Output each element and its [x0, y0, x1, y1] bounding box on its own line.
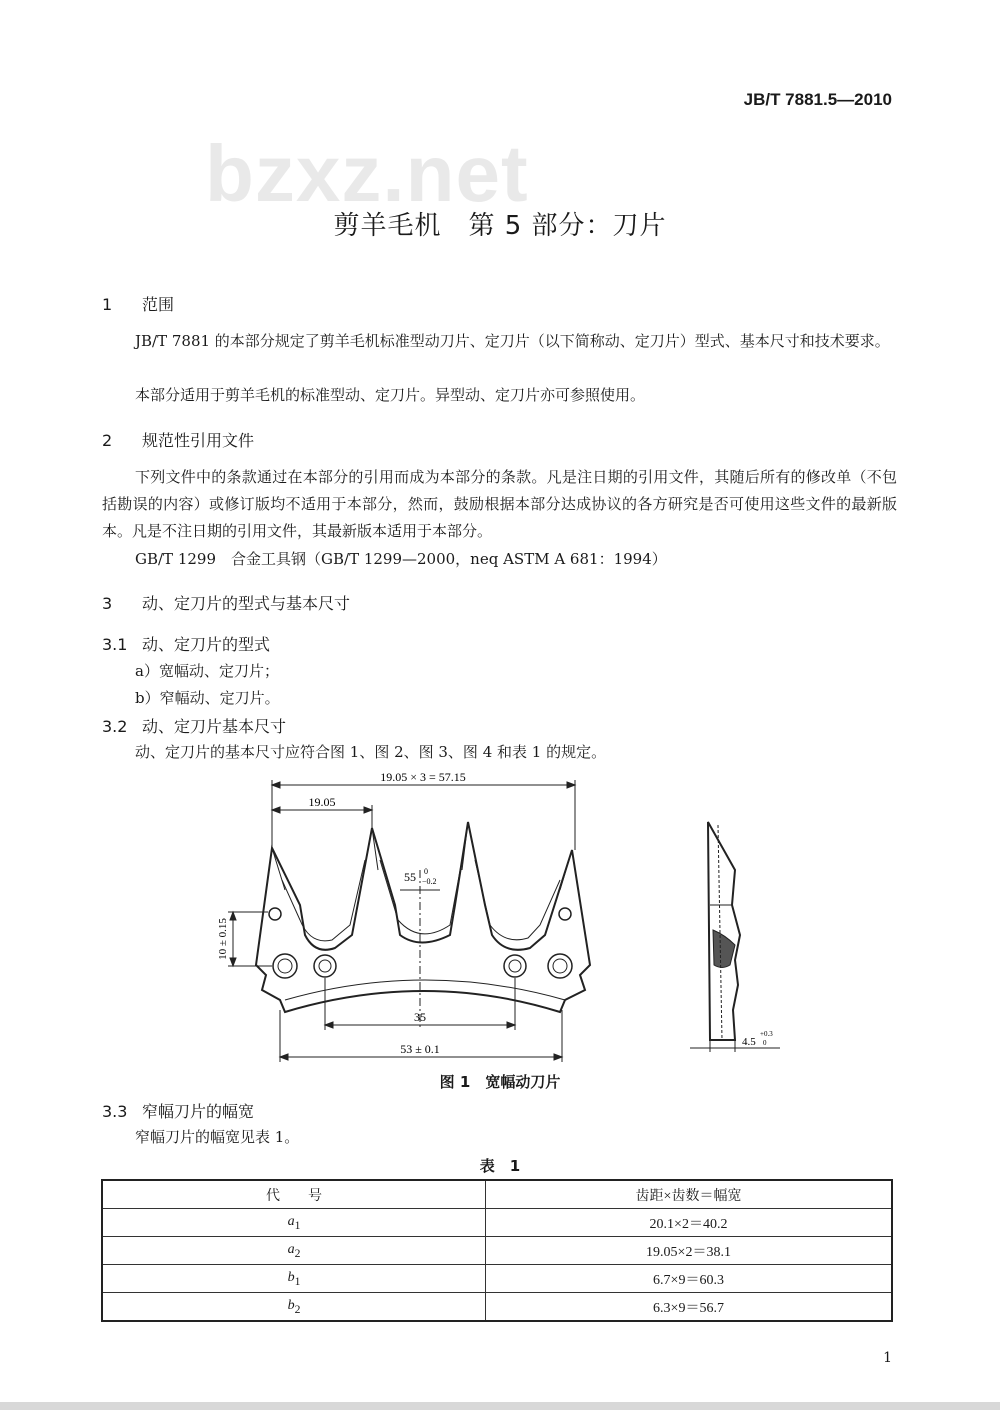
rivet-hole-inner — [553, 959, 567, 973]
rivet-hole-inner — [278, 959, 292, 973]
dimension-tolerance-55-upper: 0 — [424, 867, 428, 876]
code-letter: a — [287, 1213, 295, 1229]
table-cell-code — [102, 1265, 486, 1293]
watermark: bzxz.net — [205, 129, 529, 218]
section-title: 范围 — [142, 295, 175, 314]
dimension-label-10: 10 ± 0.15 — [217, 918, 229, 960]
section-number: 1 — [102, 295, 113, 314]
section-3-2-paragraph: 动、定刀片的基本尺寸应符合图 1、图 2、图 3、图 4 和表 1 的规定。 — [135, 743, 607, 761]
code-letter: b — [287, 1297, 295, 1313]
code-subscript: 1 — [294, 1274, 301, 1288]
table-cell-code — [102, 1237, 486, 1265]
page-bottom-edge — [0, 1402, 1000, 1410]
table-cell-value: 19.05×2＝38.1 — [486, 1237, 893, 1265]
normative-reference: GB/T 1299 合金工具钢（GB/T 1299—2000，neq ASTM A 681：1994） — [135, 550, 667, 568]
table-header-code: 代 号 — [102, 1180, 486, 1209]
section-title: 窄幅刀片的幅宽 — [142, 1102, 255, 1121]
tooth-bevel — [560, 850, 572, 890]
section-number: 3 — [102, 594, 113, 613]
dimension-label-53: 53 ± 0.1 — [400, 1042, 440, 1056]
dimension-label-total: 19.05 × 3 = 57.15 — [380, 770, 466, 784]
rivet-hole — [273, 954, 297, 978]
section-title: 规范性引用文件 — [142, 431, 255, 450]
section-number: 3.1 — [102, 635, 128, 654]
section-1-paragraph-1: JB/T 7881 的本部分规定了剪羊毛机标准型动刀片、定刀片（以下简称动、定刀片）型式、基本尺寸和技术要求。 — [135, 332, 890, 350]
blade-outline — [256, 822, 590, 1012]
section-2-paragraph: 下列文件中的条款通过在本部分的引用而成为本部分的条款。凡是注日期的引用文件，其随后所有的修改单（不包括勘误的内容）或修订版均不适用于本部分，然而，鼓励根据本部分达成协议的各方研究是否可使用这些文件的最新版本。凡是不注日期的引用文件，其最新版本适用于本部分。 — [102, 468, 897, 540]
table-row — [102, 1265, 892, 1293]
table-header-row — [102, 1180, 892, 1209]
page-number: 1 — [883, 1350, 892, 1366]
document-title: 剪羊毛机 第 5 部分：刀片 — [333, 211, 667, 241]
section-number: 3.3 — [102, 1102, 128, 1121]
table-row — [102, 1293, 892, 1322]
small-hole — [269, 908, 281, 920]
rivet-hole — [504, 955, 526, 977]
standard-code: JB/T 7881.5—2010 — [743, 90, 892, 109]
dimension-label-35: 35 — [414, 1010, 426, 1024]
code-subscript: 1 — [294, 1218, 301, 1232]
table-row — [102, 1209, 892, 1237]
rivet-hole — [314, 955, 336, 977]
list-item-b: b）窄幅动、定刀片。 — [135, 689, 280, 707]
rivet-hole-inner — [319, 960, 331, 972]
table-row — [102, 1237, 892, 1265]
dimension-tolerance-4-5-lower: 0 — [763, 1039, 767, 1047]
dimension-label-55: 55 — [404, 870, 416, 884]
blade-arc — [285, 980, 565, 1000]
section-number: 3.2 — [102, 717, 128, 736]
section-title: 动、定刀片的型式 — [142, 635, 271, 654]
table-1 — [101, 1179, 893, 1322]
section-title: 动、定刀片基本尺寸 — [142, 717, 287, 736]
table-cell-value: 6.3×9＝56.7 — [486, 1293, 893, 1322]
side-view-section — [713, 930, 735, 968]
section-3-3-heading — [102, 1099, 254, 1122]
code-letter: a — [287, 1241, 295, 1257]
rivet-hole-inner — [509, 960, 521, 972]
section-1-paragraph-2: 本部分适用于剪羊毛机的标准型动、定刀片。异型动、定刀片亦可参照使用。 — [135, 386, 646, 404]
code-subscript: 2 — [294, 1302, 301, 1316]
code-subscript: 2 — [294, 1246, 301, 1260]
table-cell-value: 6.7×9＝60.3 — [486, 1265, 893, 1293]
code-letter: b — [287, 1269, 295, 1285]
figure-1-caption: 图 1 宽幅动刀片 — [439, 1073, 561, 1091]
list-item-a: a）宽幅动、定刀片； — [135, 662, 279, 680]
tooth-bevel — [372, 828, 378, 870]
dimension-tolerance-55-lower: −0.2 — [422, 877, 437, 886]
table-header-width: 齿距×齿数＝幅宽 — [486, 1180, 893, 1209]
section-3-3-paragraph: 窄幅刀片的幅宽见表 1。 — [135, 1128, 300, 1146]
table-cell-code — [102, 1209, 486, 1237]
small-hole — [559, 908, 571, 920]
dimension-tolerance-4-5-upper: +0.3 — [760, 1030, 773, 1038]
table-cell-code — [102, 1293, 486, 1322]
table-1-caption: 表 1 — [479, 1157, 521, 1175]
section-title: 动、定刀片的型式与基本尺寸 — [142, 594, 351, 613]
rivet-hole — [548, 954, 572, 978]
dimension-label-pitch: 19.05 — [308, 795, 336, 809]
tooth-bevel — [462, 822, 468, 870]
dimension-label-4-5: 4.5 — [742, 1036, 756, 1048]
table-cell-value: 20.1×2＝40.2 — [486, 1209, 893, 1237]
section-number: 2 — [102, 431, 113, 450]
